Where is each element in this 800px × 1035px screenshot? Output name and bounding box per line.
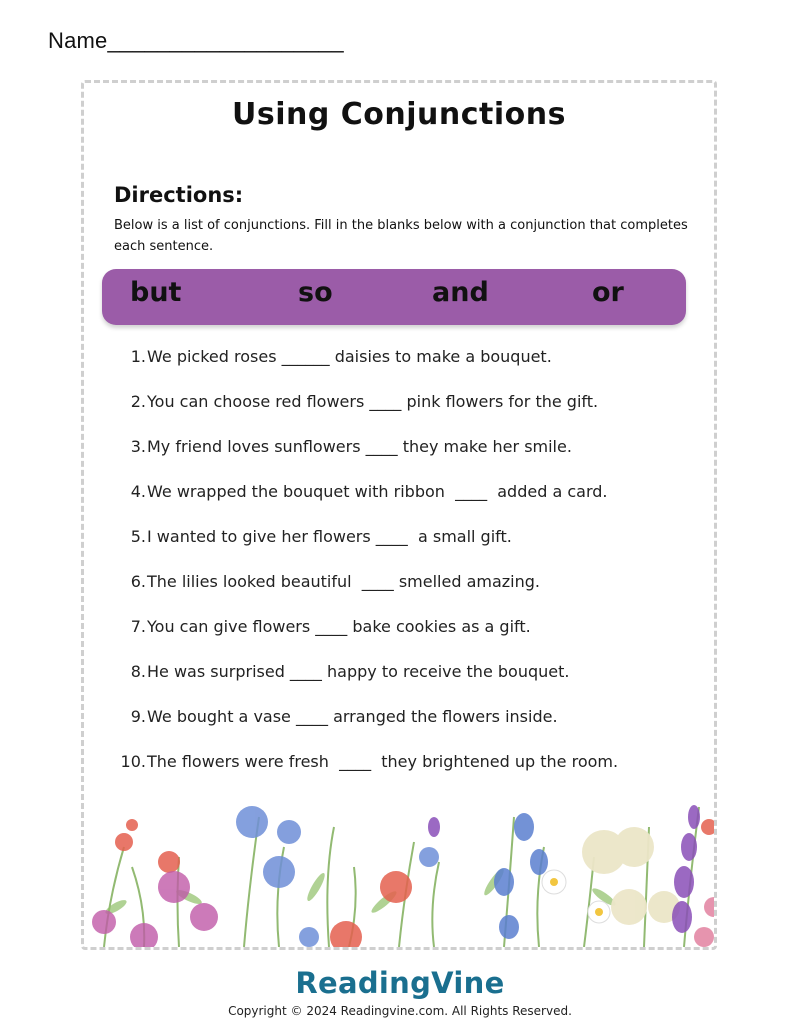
question-number: 6.: [130, 572, 146, 591]
word-bank-item: so: [298, 277, 333, 308]
question-number: 10.: [120, 752, 146, 771]
question-text: You can choose red flowers ____ pink flowers for the gift.: [147, 392, 599, 411]
question-text: I wanted to give her flowers ____ a small gift.: [147, 527, 512, 546]
name-field-label: Name___________________: [48, 28, 344, 53]
question-number: 1.: [130, 347, 146, 366]
worksheet-frame: [81, 80, 717, 950]
readingvine-logo: ReadingVine: [295, 966, 505, 1000]
directions-heading: Directions:: [114, 183, 244, 207]
question-item: [110, 437, 710, 482]
word-bank-item: and: [432, 277, 489, 308]
question-item: [110, 482, 710, 527]
copyright-text: Copyright © 2024 Readingvine.com. All Rights Reserved.: [228, 1004, 572, 1018]
question-text: My friend loves sunflowers ____ they make her smile.: [147, 437, 572, 456]
question-text: He was surprised ____ happy to receive the bouquet.: [147, 662, 570, 681]
question-number: 9.: [130, 707, 146, 726]
wildflower-border-illustration: [84, 787, 714, 947]
question-list: [110, 347, 710, 797]
question-text: The lilies looked beautiful ____ smelled amazing.: [147, 572, 540, 591]
question-item: [110, 662, 710, 707]
word-bank: [102, 269, 686, 325]
question-item: [110, 347, 710, 392]
word-bank-item: but: [130, 277, 182, 308]
question-text: We wrapped the bouquet with ribbon ____ added a card.: [147, 482, 608, 501]
question-number: 4.: [130, 482, 146, 501]
question-item: [110, 527, 710, 572]
question-item: [110, 617, 710, 662]
question-text: The flowers were fresh ____ they brightened up the room.: [147, 752, 619, 771]
question-number: 2.: [130, 392, 146, 411]
question-number: 7.: [130, 617, 146, 636]
question-item: [110, 392, 710, 437]
question-text: We picked roses ______ daisies to make a bouquet.: [147, 347, 552, 366]
question-number: 8.: [130, 662, 146, 681]
question-number: 3.: [130, 437, 146, 456]
worksheet-title: Using Conjunctions: [232, 97, 566, 132]
question-text: We bought a vase ____ arranged the flowers inside.: [147, 707, 558, 726]
question-item: [110, 572, 710, 617]
question-text: You can give flowers ____ bake cookies as a gift.: [147, 617, 531, 636]
word-bank-item: or: [592, 277, 624, 308]
directions-text: Below is a list of conjunctions. Fill in the blanks below with a conjunction that completes each sentence.: [114, 218, 688, 254]
question-item: [110, 707, 710, 752]
question-number: 5.: [130, 527, 146, 546]
